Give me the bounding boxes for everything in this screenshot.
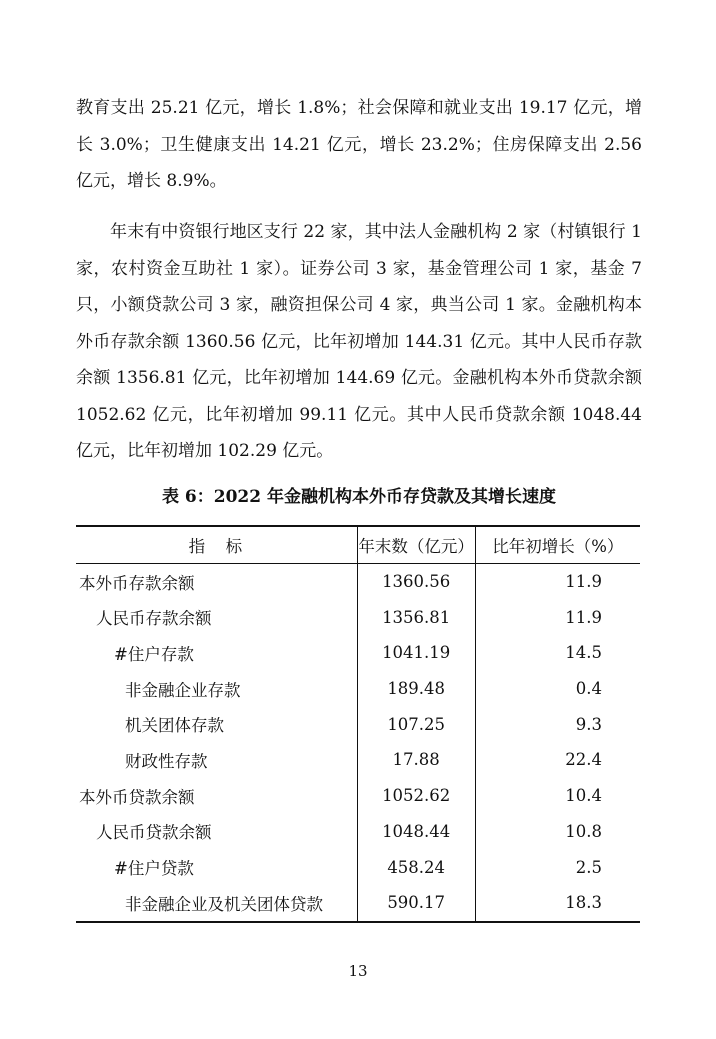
page-number: 13	[348, 962, 368, 980]
deposit-loan-table	[76, 525, 640, 923]
row-value: 590.17	[357, 885, 475, 922]
table-caption: 表 6：2022 年金融机构本外币存贷款及其增长速度	[162, 487, 556, 507]
row-indicator: 机关团体存款	[125, 716, 224, 736]
row-growth: 10.4	[475, 778, 640, 814]
row-growth: 18.3	[475, 885, 640, 922]
table-row	[76, 671, 640, 707]
row-growth: 10.8	[475, 814, 640, 850]
table-row	[76, 885, 640, 922]
row-growth: 0.4	[475, 671, 640, 707]
row-value: 1048.44	[357, 814, 475, 850]
header-year-end-value: 年末数（亿元）	[357, 526, 475, 563]
row-growth: 14.5	[475, 635, 640, 671]
row-value: 107.25	[357, 706, 475, 742]
table-row	[76, 849, 640, 885]
header-growth: 比年初增长（%）	[475, 526, 640, 563]
row-value: 1052.62	[357, 778, 475, 814]
header-indicator: 指 标	[188, 536, 245, 556]
table-row	[76, 742, 640, 778]
row-indicator: 财政性存款	[125, 751, 208, 771]
row-growth: 11.9	[475, 599, 640, 635]
row-indicator: 人民币贷款余额	[96, 823, 212, 843]
table-header-row	[76, 526, 640, 563]
row-indicator: 非金融企业及机关团体贷款	[125, 894, 323, 914]
row-growth: 9.3	[475, 706, 640, 742]
row-indicator: 本外币贷款余额	[79, 787, 195, 807]
row-indicator: 本外币存款余额	[79, 573, 195, 593]
table-row	[76, 814, 640, 850]
table-row	[76, 635, 640, 671]
table-row	[76, 599, 640, 635]
row-growth: 2.5	[475, 849, 640, 885]
table-row	[76, 563, 640, 599]
row-growth: 22.4	[475, 742, 640, 778]
row-value: 189.48	[357, 671, 475, 707]
table-row	[76, 706, 640, 742]
row-value: 17.88	[357, 742, 475, 778]
row-growth: 11.9	[475, 563, 640, 599]
row-indicator: 人民币存款余额	[96, 609, 212, 629]
row-indicator: #住户贷款	[114, 859, 194, 879]
table-row	[76, 778, 640, 814]
row-value: 458.24	[357, 849, 475, 885]
row-value: 1356.81	[357, 599, 475, 635]
row-indicator: #住户存款	[114, 644, 194, 664]
body-paragraph-1: 教育支出 25.21 亿元，增长 1.8%；社会保障和就业支出 19.17 亿元，增长 3.0%；卫生健康支出 14.21 亿元，增长 23.2%；住房保障支出 2.56 亿元，增长 8.9%。	[76, 98, 642, 191]
row-value: 1041.19	[357, 635, 475, 671]
row-value: 1360.56	[357, 563, 475, 599]
row-indicator: 非金融企业存款	[125, 680, 241, 700]
body-paragraph-2: 年末有中资银行地区支行 22 家，其中法人金融机构 2 家（村镇银行 1 家，农村资金互助社 1 家）。证券公司 3 家，基金管理公司 1 家，基金 7 只，小额贷款公司 3 家，融资担保公司 4 家，典当公司 1 家。金融机构本外币存款余额 1360.56 亿元，比年初增加 144.31 亿元。其中人民币存款余额 1356.81 亿元，比年初增加 144.69 亿元。金融机构本外币贷款余额 1052.62 亿元，比年初增加 99.11 亿元。其中人民币贷款余额 1048.44 亿元，比年初增加 102.29 亿元。	[76, 222, 642, 461]
